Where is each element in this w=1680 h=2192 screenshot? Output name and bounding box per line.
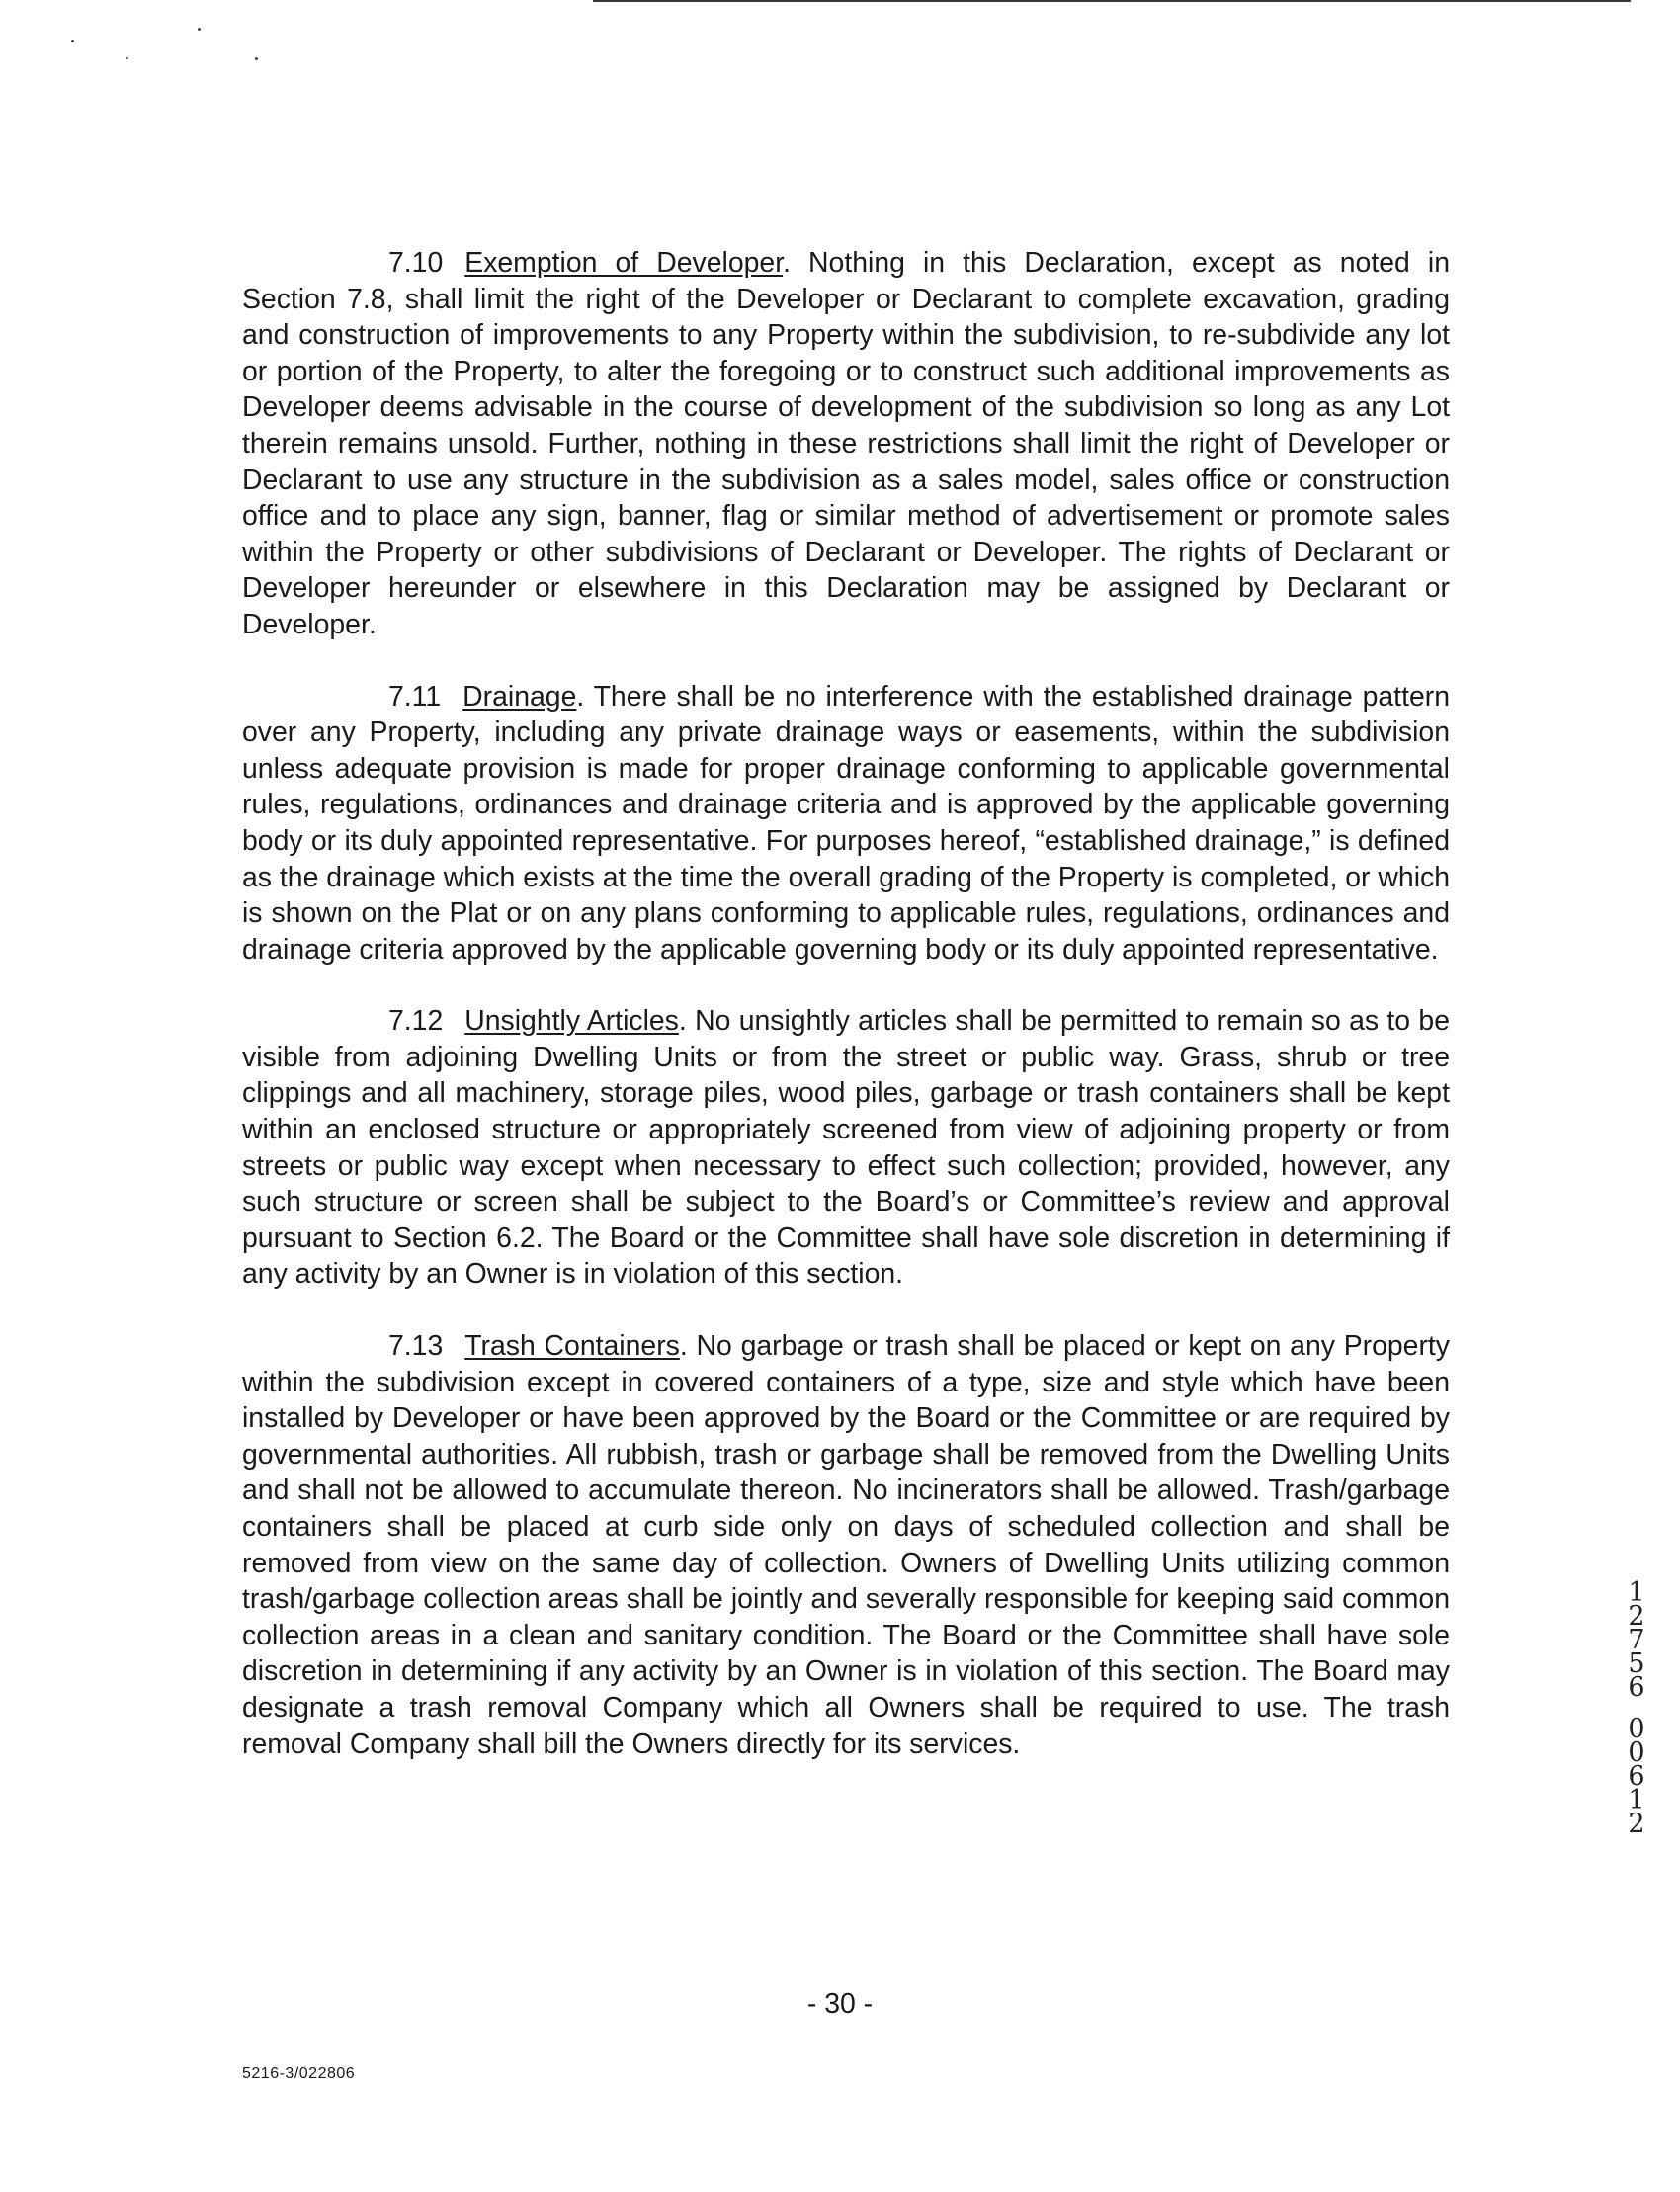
- stamp-digit: 7: [1628, 1625, 1645, 1655]
- section-7-10: [242, 245, 1450, 643]
- stamp-digit: 2: [1628, 1601, 1645, 1632]
- scan-speck: [198, 28, 201, 31]
- section-text: . There shall be no interference with the established drainage pattern over any Property, including any private drainage ways or easements, within the subdivision unless adequate provision is made for proper drainage conforming to applicable governmental rules, regulations, ordinances and drainage criteria and is approved by the applicable governing body or its duly appointed representative. For purposes hereof, “established drainage,” is defined as the drainage which exists at the time the overall grading of the Property is completed, or which is shown on the Plat or on any plans conforming to applicable rules, regulations, ordinances and drainage criteria approved by the applicable governing body or its duly appointed representative.: [242, 680, 1450, 966]
- stamp-digit: 6: [1628, 1761, 1645, 1792]
- scan-speck: [126, 57, 128, 59]
- section-text: . No unsightly articles shall be permitted to remain so as to be visible from adjoining Dwelling Units or from the street or public way. Grass, shrub or tree clippings and all machinery, storage piles, wood piles, garbage or trash containers shall be kept within an enclosed structure or appropriately screened from view of adjoining property or from streets or public way except when necessary to effect such collection; provided, however, any such structure or screen shall be subject to the Board’s or Committee’s review and approval pursuant to Section 6.2. The Board or the Committee shall have sole discretion in determining if any activity by an Owner is in violation of this section.: [242, 1005, 1450, 1291]
- stamp-digit: 0: [1628, 1714, 1645, 1744]
- section-7-12: [242, 1003, 1450, 1293]
- stamp-digit: 1: [1628, 1785, 1645, 1815]
- stamp-digit: 6: [1628, 1672, 1645, 1703]
- section-text: . Nothing in this Declaration, except as noted in Section 7.8, shall limit the right of the Developer or Declarant to complete excavation, grading and construction of improvements to any Property within the subdivision, to re-subdivide any lot or portion of the Property, to alter the foregoing or to construct such additional improvements as Developer deems advisable in the course of development of the subdivision so long as any Lot therein remains unsold. Further, nothing in these restrictions shall limit the right of Developer or Declarant to use any structure in the subdivision as a sales model, sales office or construction office and to place any sign, banner, flag or similar method of advertisement or promote sales within the Property or other subdivisions of Declarant or Developer. The rights of Declarant or Developer hereunder or elsewhere in this Declaration may be assigned by Declarant or Developer.: [242, 247, 1450, 640]
- section-title: Drainage: [462, 680, 577, 713]
- section-number: 7.11: [388, 680, 442, 713]
- document-body: [242, 245, 1450, 1798]
- document-code: 5216-3/022806: [242, 2066, 356, 2082]
- section-7-13: [242, 1328, 1450, 1762]
- section-title: Unsightly Articles: [464, 1005, 679, 1038]
- stamp-digit: 1: [1628, 1577, 1645, 1608]
- section-number: 7.10: [388, 247, 444, 279]
- stamp-digit: 2: [1628, 1809, 1645, 1839]
- section-number: 7.13: [388, 1330, 444, 1363]
- page-number: - 30 -: [806, 1988, 874, 2020]
- stamp-digit: 0: [1628, 1737, 1645, 1768]
- section-title: Trash Containers: [464, 1330, 680, 1363]
- recording-number-stamp: [1619, 1577, 1654, 1839]
- scan-speck: [255, 57, 258, 60]
- section-7-11: [242, 679, 1450, 969]
- top-scan-rule: [593, 0, 1631, 2]
- stamp-digit: 5: [1628, 1648, 1645, 1679]
- section-number: 7.12: [388, 1005, 444, 1038]
- section-title: Exemption of Developer: [464, 247, 784, 279]
- section-text: . No garbage or trash shall be placed or kept on any Property within the subdivision except in covered containers of a type, size and style which have been installed by Developer or have been approved by the Board or the Committee or are required by governmental authorities. All rubbish, trash or garbage shall be removed from the Dwelling Units and shall not be allowed to accumulate thereon. No incinerators shall be allowed. Trash/garbage containers shall be placed at curb side only on days of scheduled collection and shall be removed from view on the same day of collection. Owners of Dwelling Units utilizing common trash/garbage collection areas shall be jointly and severally responsible for keeping said common collection areas in a clean and sanitary condition. The Board or the Committee shall have sole discretion in determining if any activity by an Owner is in violation of this section. The Board may designate a trash removal Company which all Owners shall be required to use. The trash removal Company shall bill the Owners directly for its services.: [242, 1330, 1451, 1760]
- scan-speck: [71, 40, 74, 42]
